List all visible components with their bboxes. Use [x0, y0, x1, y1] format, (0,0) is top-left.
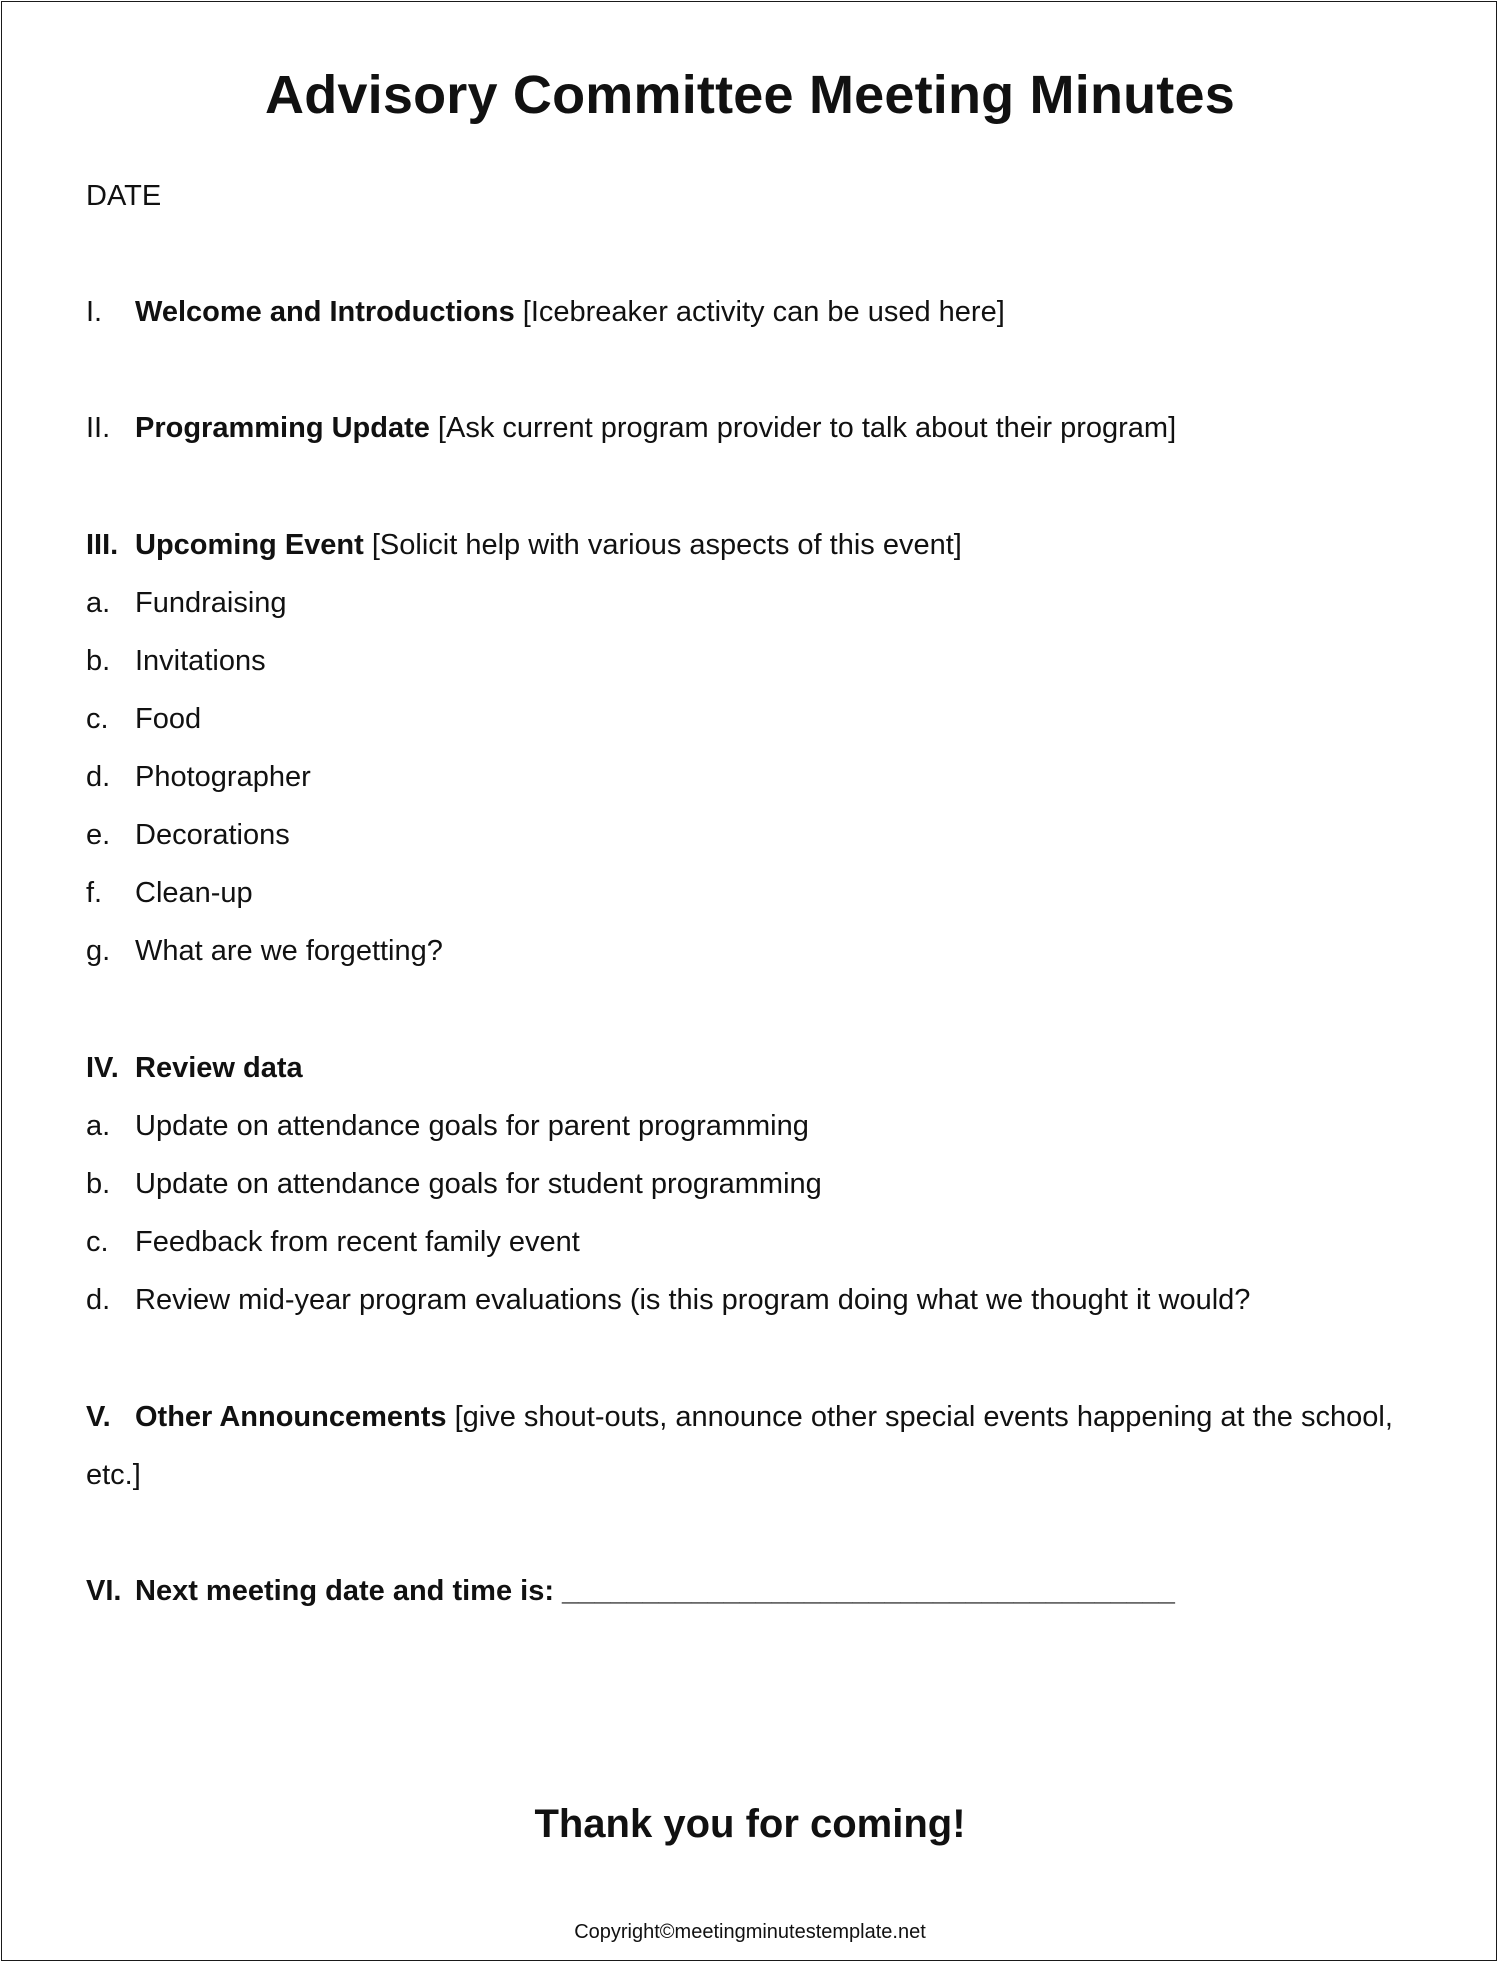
list-item-letter: a. — [86, 1110, 111, 1142]
list-item-text: What are we forgetting? — [135, 935, 443, 967]
section-heading: Review data — [135, 1052, 303, 1084]
section-programming-update — [86, 412, 1176, 445]
list-item-text: Decorations — [135, 819, 290, 851]
list-item — [86, 1168, 822, 1201]
section-number: IV. — [86, 1052, 119, 1084]
section-next-meeting — [86, 1575, 1175, 1608]
section-note: [Icebreaker activity can be used here] — [514, 296, 1005, 328]
list-item-letter: c. — [86, 1226, 109, 1258]
list-item-text: Feedback from recent family event — [135, 1226, 580, 1258]
list-item-text: Photographer — [135, 761, 311, 793]
section-upcoming-event — [86, 529, 962, 562]
list-item-text: Review mid-year program evaluations (is this program doing what we thought it would? — [135, 1284, 1251, 1316]
list-item — [86, 761, 311, 794]
next-meeting-field: Next meeting date and time is: ______________________________________ — [135, 1575, 1175, 1607]
section-heading: Other Announcements — [135, 1401, 447, 1433]
section-heading: Welcome and Introductions — [135, 296, 515, 328]
section-number: V. — [86, 1401, 111, 1433]
section-other-announcements — [86, 1388, 1446, 1504]
list-item — [86, 1226, 580, 1259]
copyright-notice: Copyright©meetingminutestemplate.net — [574, 1921, 926, 1943]
section-number: I. — [86, 296, 103, 328]
section-heading: Upcoming Event — [135, 529, 364, 561]
list-item — [86, 877, 253, 910]
closing-message: Thank you for coming! — [534, 1802, 966, 1846]
list-item-letter: c. — [86, 703, 109, 735]
list-item — [86, 587, 287, 620]
list-item-letter: d. — [86, 1284, 111, 1316]
list-item — [86, 1284, 1250, 1317]
list-item-text: Update on attendance goals for parent programming — [135, 1110, 809, 1142]
list-item — [86, 703, 201, 736]
section-number: II. — [86, 412, 111, 444]
list-item-letter: f. — [86, 877, 103, 909]
section-note: [Solicit help with various aspects of this event] — [363, 529, 962, 561]
section-note: [give shout-outs, announce other special events happening at the school, etc.] — [86, 1401, 1393, 1491]
list-item-text: Invitations — [135, 645, 266, 677]
list-item-text: Food — [135, 703, 202, 735]
section-note: [Ask current program provider to talk about their program] — [429, 412, 1177, 444]
list-item — [86, 819, 290, 852]
document-title: Advisory Committee Meeting Minutes — [265, 65, 1235, 125]
list-item-text: Fundraising — [135, 587, 287, 619]
list-item — [86, 935, 443, 968]
list-item-text: Clean-up — [135, 877, 253, 909]
section-heading: Programming Update — [135, 412, 430, 444]
list-item-letter: a. — [86, 587, 111, 619]
list-item — [86, 1110, 809, 1143]
list-item-letter: e. — [86, 819, 111, 851]
date-label: DATE — [86, 180, 162, 212]
list-item-letter: b. — [86, 1168, 111, 1200]
section-number: VI. — [86, 1575, 122, 1607]
document-page — [1, 1, 1497, 1961]
section-welcome — [86, 296, 1005, 329]
section-number: III. — [86, 529, 119, 561]
list-item-letter: b. — [86, 645, 111, 677]
section-review-data — [86, 1052, 303, 1085]
list-item-text: Update on attendance goals for student programming — [135, 1168, 822, 1200]
list-item-letter: d. — [86, 761, 111, 793]
list-item-letter: g. — [86, 935, 111, 967]
list-item — [86, 645, 266, 678]
